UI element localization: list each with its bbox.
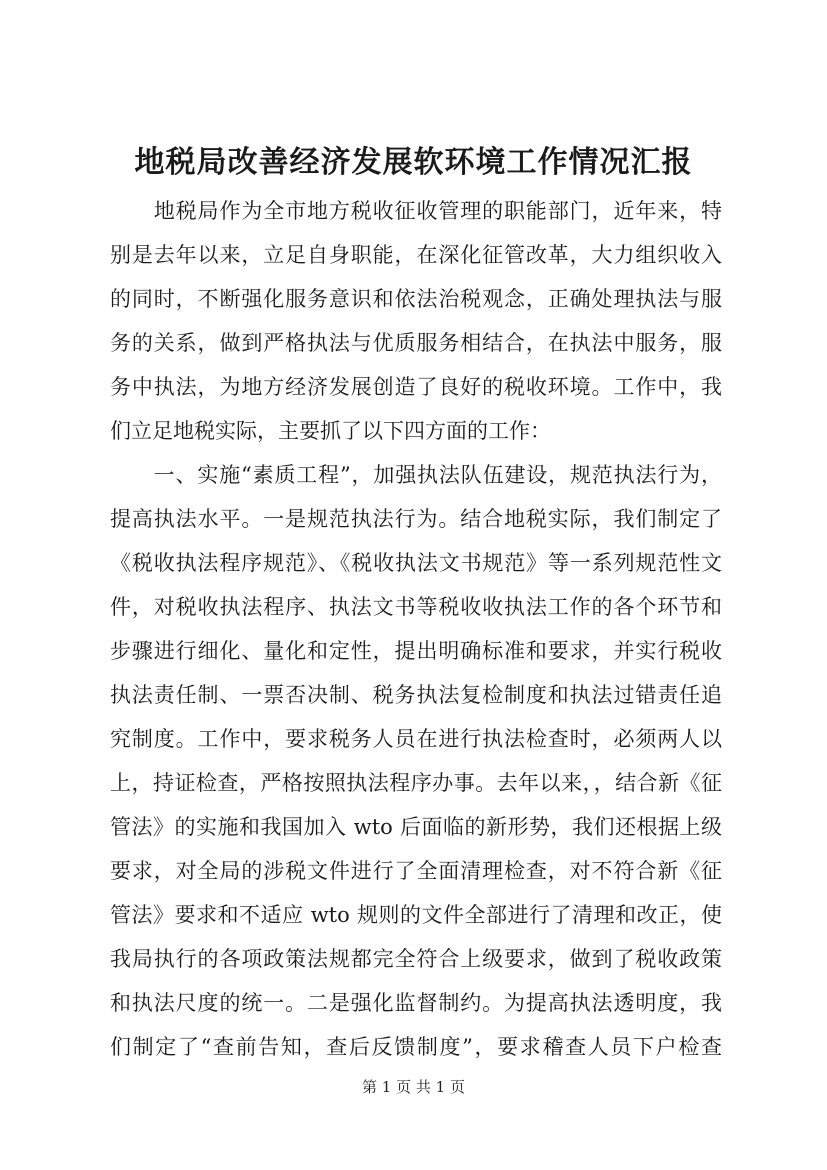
document-body <box>110 189 722 1069</box>
body-line: 要求，对全局的涉税文件进行了全面清理检查，对不符合新《征 <box>110 859 722 883</box>
body-line: 们制定了“查前告知，查后反馈制度”，要求稽查人员下户检查 <box>110 1035 722 1059</box>
body-line: 管法》要求和不适应 wto 规则的文件全部进行了清理和改正，使 <box>110 903 722 927</box>
body-line: 上，持证检查，严格按照执法程序办事。去年以来，，结合新《征 <box>110 771 722 795</box>
body-line: 件，对税收执法程序、执法文书等税收收执法工作的各个环节和 <box>110 595 722 619</box>
body-line: 地税局作为全市地方税收征收管理的职能部门，近年来，特 <box>110 199 722 223</box>
body-line: 的同时，不断强化服务意识和依法治税观念，正确处理执法与服 <box>110 287 722 311</box>
body-line: 究制度。工作中，要求税务人员在进行执法检查时，必须两人以 <box>110 727 722 751</box>
body-line: 步骤进行细化、量化和定性，提出明确标准和要求，并实行税收 <box>110 639 722 663</box>
body-line: 别是去年以来，立足自身职能，在深化征管改革，大力组织收入 <box>110 243 722 267</box>
body-line: 一、实施“素质工程”，加强执法队伍建设，规范执法行为， <box>110 463 722 487</box>
body-line: 《税收执法程序规范》、《税收执法文书规范》等一系列规范性文 <box>110 551 722 575</box>
body-line: 管法》的实施和我国加入 wto 后面临的新形势，我们还根据上级 <box>110 815 722 839</box>
body-line: 务中执法，为地方经济发展创造了良好的税收环境。工作中，我 <box>110 375 722 399</box>
body-line: 执法责任制、一票否决制、税务执法复检制度和执法过错责任追 <box>110 683 722 707</box>
body-line: 们立足地税实际，主要抓了以下四方面的工作： <box>110 419 551 443</box>
body-line: 务的关系，做到严格执法与优质服务相结合，在执法中服务，服 <box>110 331 722 355</box>
document-title: 地税局改善经济发展软环境工作情况汇报 <box>134 145 693 180</box>
page-footer: 第 1 页 共 1 页 <box>362 1078 465 1096</box>
body-line: 我局执行的各项政策法规都完全符合上级要求，做到了税收政策 <box>110 947 722 971</box>
body-line: 提高执法水平。一是规范执法行为。结合地税实际，我们制定了 <box>110 507 722 531</box>
body-line: 和执法尺度的统一。二是强化监督制约。为提高执法透明度，我 <box>110 991 722 1015</box>
